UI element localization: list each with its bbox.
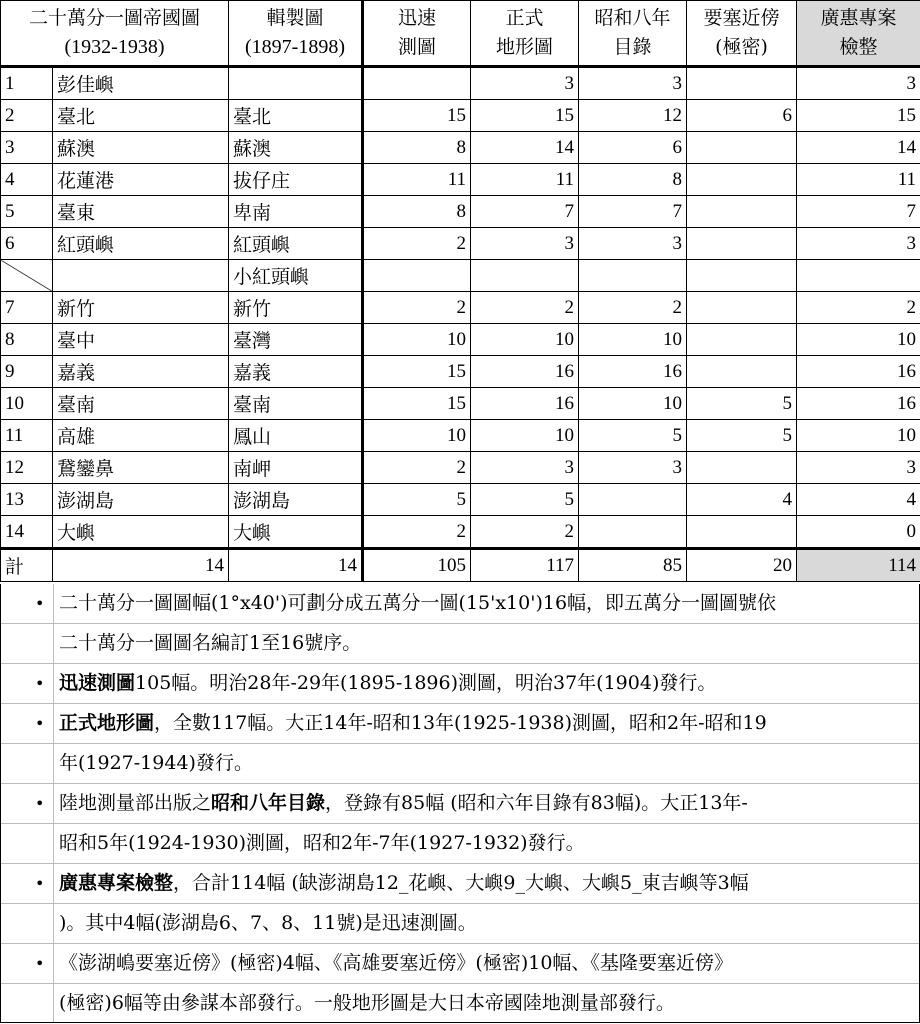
cell-imperial [53, 260, 229, 292]
cell-index: 10 [1, 388, 53, 420]
cell-imperial: 新竹 [53, 292, 229, 324]
notes-section [0, 584, 920, 1023]
cell-index: 2 [1, 100, 53, 132]
cell-index: 6 [1, 228, 53, 260]
header-fortress-line2: (極密) [715, 36, 768, 58]
cell-rapid: 2 [363, 292, 471, 324]
cell-formal: 15 [471, 100, 579, 132]
cell-index: 13 [1, 484, 53, 516]
header-formal-line2: 地形圖 [496, 36, 554, 58]
cell-rapid: 15 [363, 356, 471, 388]
bullet-icon: • [35, 954, 45, 973]
cell-compiled: 鳳山 [229, 420, 363, 452]
cell-fortress: 4 [687, 484, 797, 516]
total-row [1, 549, 920, 582]
cell-imperial: 臺南 [53, 388, 229, 420]
table-row [1, 132, 920, 164]
cell-rapid: 5 [363, 484, 471, 516]
cell-imperial: 鵞鑾鼻 [53, 452, 229, 484]
cell-formal: 10 [471, 324, 579, 356]
note-3-body: ，全數117幅。大正14年-昭和13年(1925-1938)測圖，昭和2年-昭和19 [154, 712, 767, 734]
header-compiled-title: 輯製圖 [266, 7, 324, 29]
cell-compiled: 嘉義 [229, 356, 363, 388]
cell-guanghui: 16 [797, 388, 920, 420]
cell-index: 11 [1, 420, 53, 452]
cell-guanghui: 4 [797, 484, 920, 516]
total-showa: 85 [579, 549, 687, 582]
cell-guanghui: 14 [797, 132, 920, 164]
table-row [1, 516, 920, 549]
total-formal: 117 [471, 549, 579, 582]
table-row [1, 388, 920, 420]
note-4-prefix: 陸地測量部出版之 [59, 792, 212, 814]
cell-showa: 3 [579, 67, 687, 100]
cell-formal: 3 [471, 67, 579, 100]
header-guanghui-line1: 廣惠專案 [820, 7, 897, 29]
note-5-line-2 [1, 904, 919, 944]
note-6-line-2 [1, 984, 919, 1023]
cell-imperial: 臺東 [53, 196, 229, 228]
cell-formal: 11 [471, 164, 579, 196]
cell-index: 9 [1, 356, 53, 388]
header-showa-line1: 昭和八年 [594, 7, 671, 29]
cell-guanghui [797, 260, 920, 292]
cell-rapid: 2 [363, 228, 471, 260]
cell-compiled: 大嶼 [229, 516, 363, 549]
cell-imperial: 嘉義 [53, 356, 229, 388]
total-imperial: 14 [53, 549, 229, 582]
note-1-text-1: 二十萬分一圖圖幅(1°x40')可劃分成五萬分一圖(15'x10')16幅，即五萬分一圖圖號依 [59, 592, 777, 614]
cell-rapid: 8 [363, 196, 471, 228]
table-row [1, 100, 920, 132]
table-row [1, 228, 920, 260]
cell-compiled: 蘇澳 [229, 132, 363, 164]
cell-compiled: 臺北 [229, 100, 363, 132]
note-1-line-2 [1, 624, 919, 664]
cell-index: 3 [1, 132, 53, 164]
cell-guanghui: 2 [797, 292, 920, 324]
cell-showa: 10 [579, 324, 687, 356]
bullet-icon: • [35, 674, 45, 693]
cell-compiled [229, 67, 363, 100]
cell-guanghui: 7 [797, 196, 920, 228]
note-5-keyword: 廣惠專案檢整 [59, 872, 174, 894]
cell-formal: 2 [471, 516, 579, 549]
cell-showa: 6 [579, 132, 687, 164]
cell-showa: 5 [579, 420, 687, 452]
cell-rapid: 15 [363, 388, 471, 420]
note-1-line-1 [1, 584, 919, 624]
cell-fortress [687, 164, 797, 196]
note-3-text-2: 年(1927-1944)發行。 [59, 752, 253, 774]
cell-showa: 2 [579, 292, 687, 324]
cell-rapid: 10 [363, 420, 471, 452]
cell-rapid [363, 67, 471, 100]
cell-imperial: 大嶼 [53, 516, 229, 549]
cell-compiled: 南岬 [229, 452, 363, 484]
cell-fortress: 6 [687, 100, 797, 132]
cell-compiled: 新竹 [229, 292, 363, 324]
cell-rapid: 11 [363, 164, 471, 196]
bullet-icon: • [35, 714, 45, 733]
cell-showa: 7 [579, 196, 687, 228]
cell-formal: 3 [471, 228, 579, 260]
cell-showa: 16 [579, 356, 687, 388]
header-imperial-years: (1932-1938) [64, 36, 165, 58]
cell-index: 4 [1, 164, 53, 196]
cell-compiled: 紅頭嶼 [229, 228, 363, 260]
header-formal [471, 1, 579, 67]
table-header-row [1, 1, 920, 67]
cell-imperial: 花蓮港 [53, 164, 229, 196]
header-compiled-years: (1897-1898) [245, 36, 345, 58]
note-1-text-2: 二十萬分一圖圖名編訂1至16號序。 [59, 632, 362, 654]
note-2-line-1 [1, 664, 919, 704]
note-3-keyword: 正式地形圖 [59, 712, 155, 734]
note-4-keyword: 昭和八年目錄 [211, 792, 326, 814]
note-2-body: 105幅。明治28年-29年(1895-1896)測圖，明治37年(1904)發行。 [135, 672, 717, 694]
cell-showa: 3 [579, 228, 687, 260]
cell-imperial: 臺中 [53, 324, 229, 356]
header-guanghui-line2: 檢整 [839, 36, 878, 58]
cell-compiled: 卑南 [229, 196, 363, 228]
bullet-icon: • [35, 874, 45, 893]
total-guanghui: 114 [797, 549, 920, 582]
cell-rapid: 8 [363, 132, 471, 164]
cell-guanghui: 15 [797, 100, 920, 132]
total-rapid: 105 [363, 549, 471, 582]
cell-imperial: 澎湖島 [53, 484, 229, 516]
header-formal-line1: 正式 [505, 7, 544, 29]
note-6-text-2: (極密)6幅等由參謀本部發行。一般地形圖是大日本帝國陸地測量部發行。 [59, 992, 675, 1014]
table-row [1, 420, 920, 452]
note-4-text-2: 昭和5年(1924-1930)測圖，昭和2年-7年(1927-1932)發行。 [59, 832, 585, 854]
cell-showa: 10 [579, 388, 687, 420]
header-rapid [363, 1, 471, 67]
note-4-line-1 [1, 784, 919, 824]
header-compiled [229, 1, 363, 67]
cell-compiled: 拔仔庄 [229, 164, 363, 196]
table-row [1, 356, 920, 388]
note-5-body: ，合計114幅 (缺澎湖島12_花嶼、大嶼9_大嶼、大嶼5_東吉嶼等3幅 [173, 872, 749, 894]
table-row [1, 260, 920, 292]
note-4-text-1 [59, 784, 748, 823]
cell-imperial: 高雄 [53, 420, 229, 452]
header-guanghui [797, 1, 920, 67]
cell-imperial: 蘇澳 [53, 132, 229, 164]
cell-fortress [687, 196, 797, 228]
cell-guanghui: 10 [797, 420, 920, 452]
cell-guanghui: 3 [797, 228, 920, 260]
cell-guanghui: 3 [797, 67, 920, 100]
cell-imperial: 紅頭嶼 [53, 228, 229, 260]
header-imperial-title: 二十萬分一圖帝國圖 [29, 7, 201, 29]
note-6-line-1 [1, 944, 919, 984]
cell-imperial: 臺北 [53, 100, 229, 132]
note-5-line-1 [1, 864, 919, 904]
header-fortress-line1: 要塞近傍 [703, 7, 780, 29]
cell-formal: 7 [471, 196, 579, 228]
cell-showa [579, 260, 687, 292]
note-3-line-2 [1, 744, 919, 784]
cell-compiled: 澎湖島 [229, 484, 363, 516]
note-3-text-1 [59, 704, 767, 743]
cell-fortress [687, 452, 797, 484]
cell-rapid: 10 [363, 324, 471, 356]
cell-index: 8 [1, 324, 53, 356]
cell-formal: 10 [471, 420, 579, 452]
header-rapid-line2: 測圖 [398, 36, 437, 58]
total-compiled: 14 [229, 549, 363, 582]
table-row [1, 484, 920, 516]
cell-showa [579, 484, 687, 516]
cell-index: 14 [1, 516, 53, 549]
total-fortress: 20 [687, 549, 797, 582]
header-imperial [1, 1, 229, 67]
table-row [1, 324, 920, 356]
cell-showa [579, 516, 687, 549]
bullet-icon: • [35, 794, 45, 813]
table-body [1, 67, 920, 549]
cell-formal: 14 [471, 132, 579, 164]
cell-index: 12 [1, 452, 53, 484]
header-fortress [687, 1, 797, 67]
cell-fortress [687, 356, 797, 388]
cell-guanghui: 0 [797, 516, 920, 549]
cell-index: 1 [1, 67, 53, 100]
cell-guanghui: 10 [797, 324, 920, 356]
cell-rapid: 15 [363, 100, 471, 132]
table-row [1, 67, 920, 100]
note-6-text-1: 《澎湖嶋要塞近傍》(極密)4幅、《高雄要塞近傍》(極密)10幅、《基隆要塞近傍》 [59, 952, 733, 974]
note-4-body: ，登錄有85幅 (昭和六年目錄有83幅)。大正13年- [325, 792, 748, 814]
table-row [1, 196, 920, 228]
cell-compiled: 臺灣 [229, 324, 363, 356]
bullet-icon: • [35, 594, 45, 613]
note-3-line-1 [1, 704, 919, 744]
cell-fortress [687, 228, 797, 260]
note-5-text-1 [59, 864, 749, 903]
cell-compiled: 臺南 [229, 388, 363, 420]
cell-index [1, 260, 53, 292]
cell-guanghui: 3 [797, 452, 920, 484]
cell-formal: 16 [471, 388, 579, 420]
cell-formal: 3 [471, 452, 579, 484]
cell-rapid: 2 [363, 452, 471, 484]
note-2-text [59, 664, 716, 703]
total-label: 計 [1, 549, 53, 582]
header-showa-line2: 目錄 [613, 36, 652, 58]
cell-fortress: 5 [687, 420, 797, 452]
table-row [1, 292, 920, 324]
cell-rapid [363, 260, 471, 292]
cell-formal: 2 [471, 292, 579, 324]
cell-showa: 3 [579, 452, 687, 484]
cell-showa: 8 [579, 164, 687, 196]
cell-fortress [687, 132, 797, 164]
cell-compiled: 小紅頭嶼 [229, 260, 363, 292]
cell-formal: 16 [471, 356, 579, 388]
cell-imperial: 彭佳嶼 [53, 67, 229, 100]
cell-guanghui: 16 [797, 356, 920, 388]
cell-fortress [687, 292, 797, 324]
cell-fortress [687, 324, 797, 356]
cell-fortress [687, 260, 797, 292]
cell-guanghui: 11 [797, 164, 920, 196]
cell-fortress: 5 [687, 388, 797, 420]
cell-showa: 12 [579, 100, 687, 132]
note-2-keyword: 迅速測圖 [59, 672, 136, 694]
cell-formal [471, 260, 579, 292]
header-showa [579, 1, 687, 67]
cell-fortress [687, 516, 797, 549]
cell-index: 7 [1, 292, 53, 324]
note-4-line-2 [1, 824, 919, 864]
cell-formal: 5 [471, 484, 579, 516]
note-5-text-2: )。其中4幅(澎湖島6、7、8、11號)是迅速測圖。 [59, 912, 477, 934]
cell-index: 5 [1, 196, 53, 228]
table-row [1, 452, 920, 484]
header-rapid-line1: 迅速 [398, 7, 437, 29]
table-row [1, 164, 920, 196]
cell-rapid: 2 [363, 516, 471, 549]
cell-fortress [687, 67, 797, 100]
